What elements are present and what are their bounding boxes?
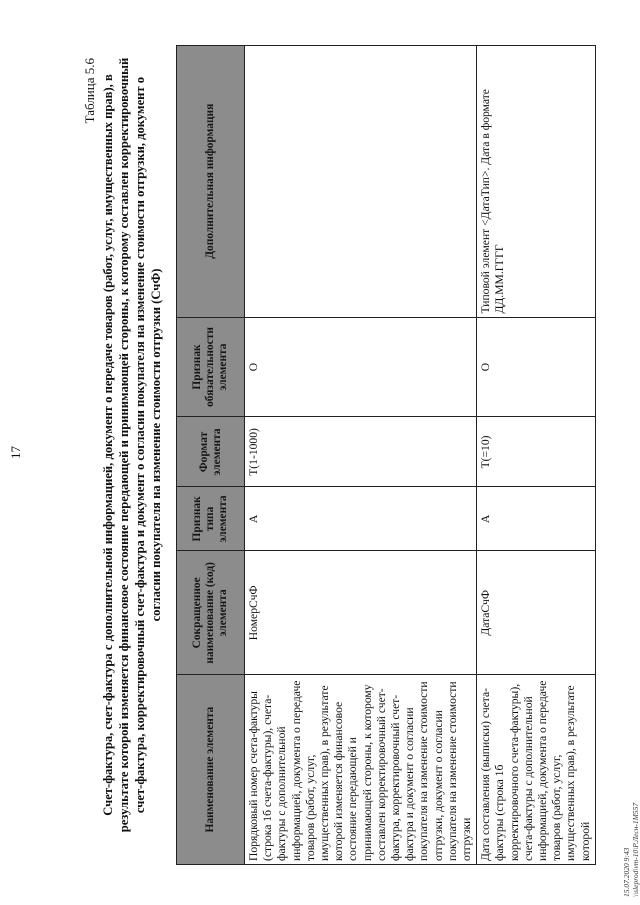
header-additional-info: Дополнительная информация	[177, 46, 245, 318]
table-row	[245, 46, 477, 865]
table-header-row	[177, 46, 245, 865]
footer-note	[622, 803, 640, 897]
cell-additional-info: Типовой элемент <ДатаТип>. Дата в формате ДД.ММ.ГГГГ	[477, 46, 596, 318]
footer-path: \\sleprod\vm-10\Р.Лесн-1М557	[631, 802, 640, 897]
table-caption: Таблица 5.6	[82, 58, 97, 124]
cell-element-type: А	[477, 487, 596, 551]
header-element-code: Сокращенное наименование (код) элемента	[177, 551, 245, 675]
cell-element-name: Дата составления (выписки) счета-фактуры (строка 1б корректировочного счета-фактуры), счета-фактуры с дополнительной информацией, документа о передаче товаров (работ, услуг, имущественных прав), в результате которой	[477, 675, 596, 865]
header-element-required: Признак обязательности элемента	[177, 317, 245, 417]
cell-element-code: ДатаСчФ	[477, 551, 596, 675]
footer-timestamp: 15.07.2020 9:43	[622, 847, 631, 897]
cell-element-format: T(1-1000)	[245, 417, 477, 487]
cell-element-name: Порядковый номер счета-фактуры (строка 1б счета-фактуры), счета-фактуры с дополнительной информацией, документа о передаче товаров (работ, услуг, имущественных прав), в результате которой изменяется финансовое состояние передающей и принимающей стороны, к которому составлен корректировочный счет-фактура, корректировочный счет-фактура и документ о согласии покупателя на изменение стоимости отгрузки, документ о согласии покупателя на изменение стоимости отгрузки	[245, 675, 477, 865]
page-number: 17	[8, 446, 23, 459]
table-title: Счет-фактура, счет-фактура с дополнительной информацией, документ о передаче товаров (работ, услуг, имущественных прав), в результате которой изменяется финансовое состояние передающей и принимающей стороны, к которому составлен корректировочный счет-фактура, корректировочный счет-фактура и документ о согласии покупателя на изменение стоимости отгрузки, документ о согласии покупателя на изменение стоимости отгрузки (СчФ)	[101, 57, 163, 833]
header-element-name: Наименование элемента	[177, 675, 245, 865]
cell-element-format: T(=10)	[477, 417, 596, 487]
table-row	[477, 46, 596, 865]
elements-table	[176, 45, 596, 865]
header-element-type: Признак типа элемента	[177, 487, 245, 551]
cell-element-type: А	[245, 487, 477, 551]
cell-additional-info	[245, 46, 477, 318]
cell-element-required: О	[245, 317, 477, 417]
cell-element-code: НомерСчФ	[245, 551, 477, 675]
cell-element-required: О	[477, 317, 596, 417]
header-element-format: Формат элемента	[177, 417, 245, 487]
